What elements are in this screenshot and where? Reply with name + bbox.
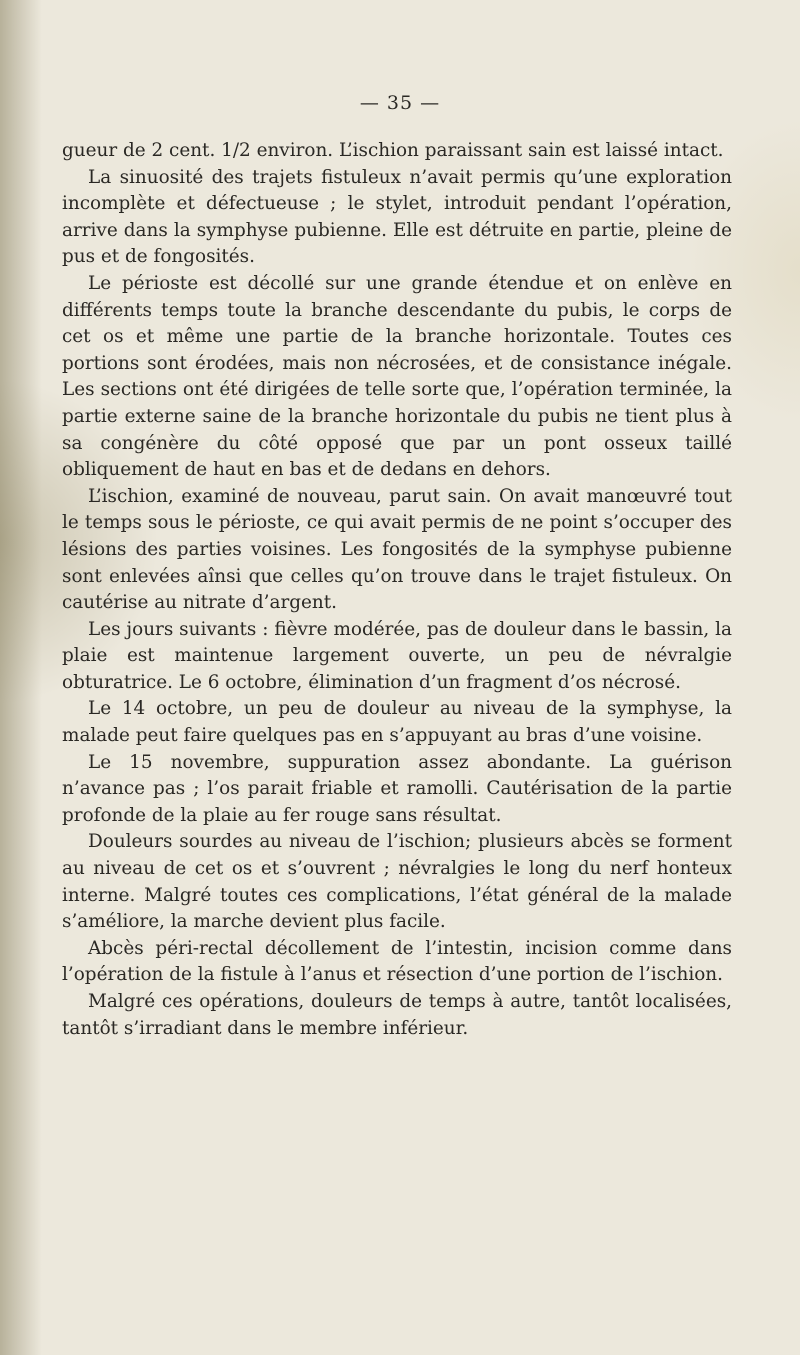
paragraph: Abcès péri-rectal décollement de l’intestin, incision comme dans l’opération de la fistule à l’anus et résection d’une portion de l’ischion. bbox=[62, 937, 732, 986]
page-number: — 35 — bbox=[359, 92, 441, 114]
paragraph: L’ischion, examiné de nouveau, parut sain. On avait manœuvré tout le temps sous le périoste, ce qui avait permis de ne point s’occuper des lésions des parties voisines. Les fongosités de la symphyse pubienne sont enlevées aînsi que celles qu’on trouve dans le trajet fistuleux. On cautérise au nitrate d’argent. bbox=[62, 485, 732, 614]
paragraph-continued: gueur de 2 cent. 1/2 environ. L’ischion paraissant sain est laissé intact. bbox=[62, 140, 724, 161]
paragraph: Douleurs sourdes au niveau de l’ischion; plusieurs abcès se forment au niveau de cet os et s’ouvrent ; névralgies le long du nerf honteux interne. Malgré toutes ces complications, l’état général de la malade s’améliore, la marche devient plus facile. bbox=[62, 831, 732, 933]
text-body bbox=[62, 138, 732, 1042]
paragraph: Les jours suivants : fièvre modérée, pas de douleur dans le bassin, la plaie est maintenue largement ouverte, un peu de névralgie obturatrice. Le 6 octobre, élimination d’un fragment d’os nécrosé. bbox=[62, 618, 732, 693]
paragraph: Malgré ces opérations, douleurs de temps à autre, tantôt localisées, tantôt s’irradiant dans le membre inférieur. bbox=[62, 991, 732, 1039]
paragraph: Le périoste est décollé sur une grande étendue et on enlève en différents temps toute la branche descendante du pubis, le corps de cet os et même une partie de la branche horizontale. Toutes ces portions sont érodées, mais non nécrosées, et de consistance inégale. Les sections ont été dirigées de telle sorte que, l’opération terminée, la partie externe saine de la branche horizontale du pubis ne tient plus à sa congénère du côté opposé que par un pont osseux taillé obliquement de haut en bas et de dedans en dehors. bbox=[62, 272, 732, 481]
paragraph: La sinuosité des trajets fistuleux n’avait permis qu’une exploration incomplète et défectueuse ; le stylet, introduit pendant l’opération, arrive dans la symphyse pubienne. Elle est détruite en partie, pleine de pus et de fongosités. bbox=[62, 166, 732, 268]
page-edge-shadow bbox=[0, 0, 42, 1355]
paragraph: Le 14 octobre, un peu de douleur au niveau de la symphyse, la malade peut faire quelques pas en s’appuyant au bras d’une voisine. bbox=[62, 698, 732, 747]
paragraph: Le 15 novembre, suppuration assez abondante. La guérison n’avance pas ; l’os parait friable et ramolli. Cautérisation de la partie profonde de la plaie au fer rouge sans résultat. bbox=[62, 751, 732, 826]
